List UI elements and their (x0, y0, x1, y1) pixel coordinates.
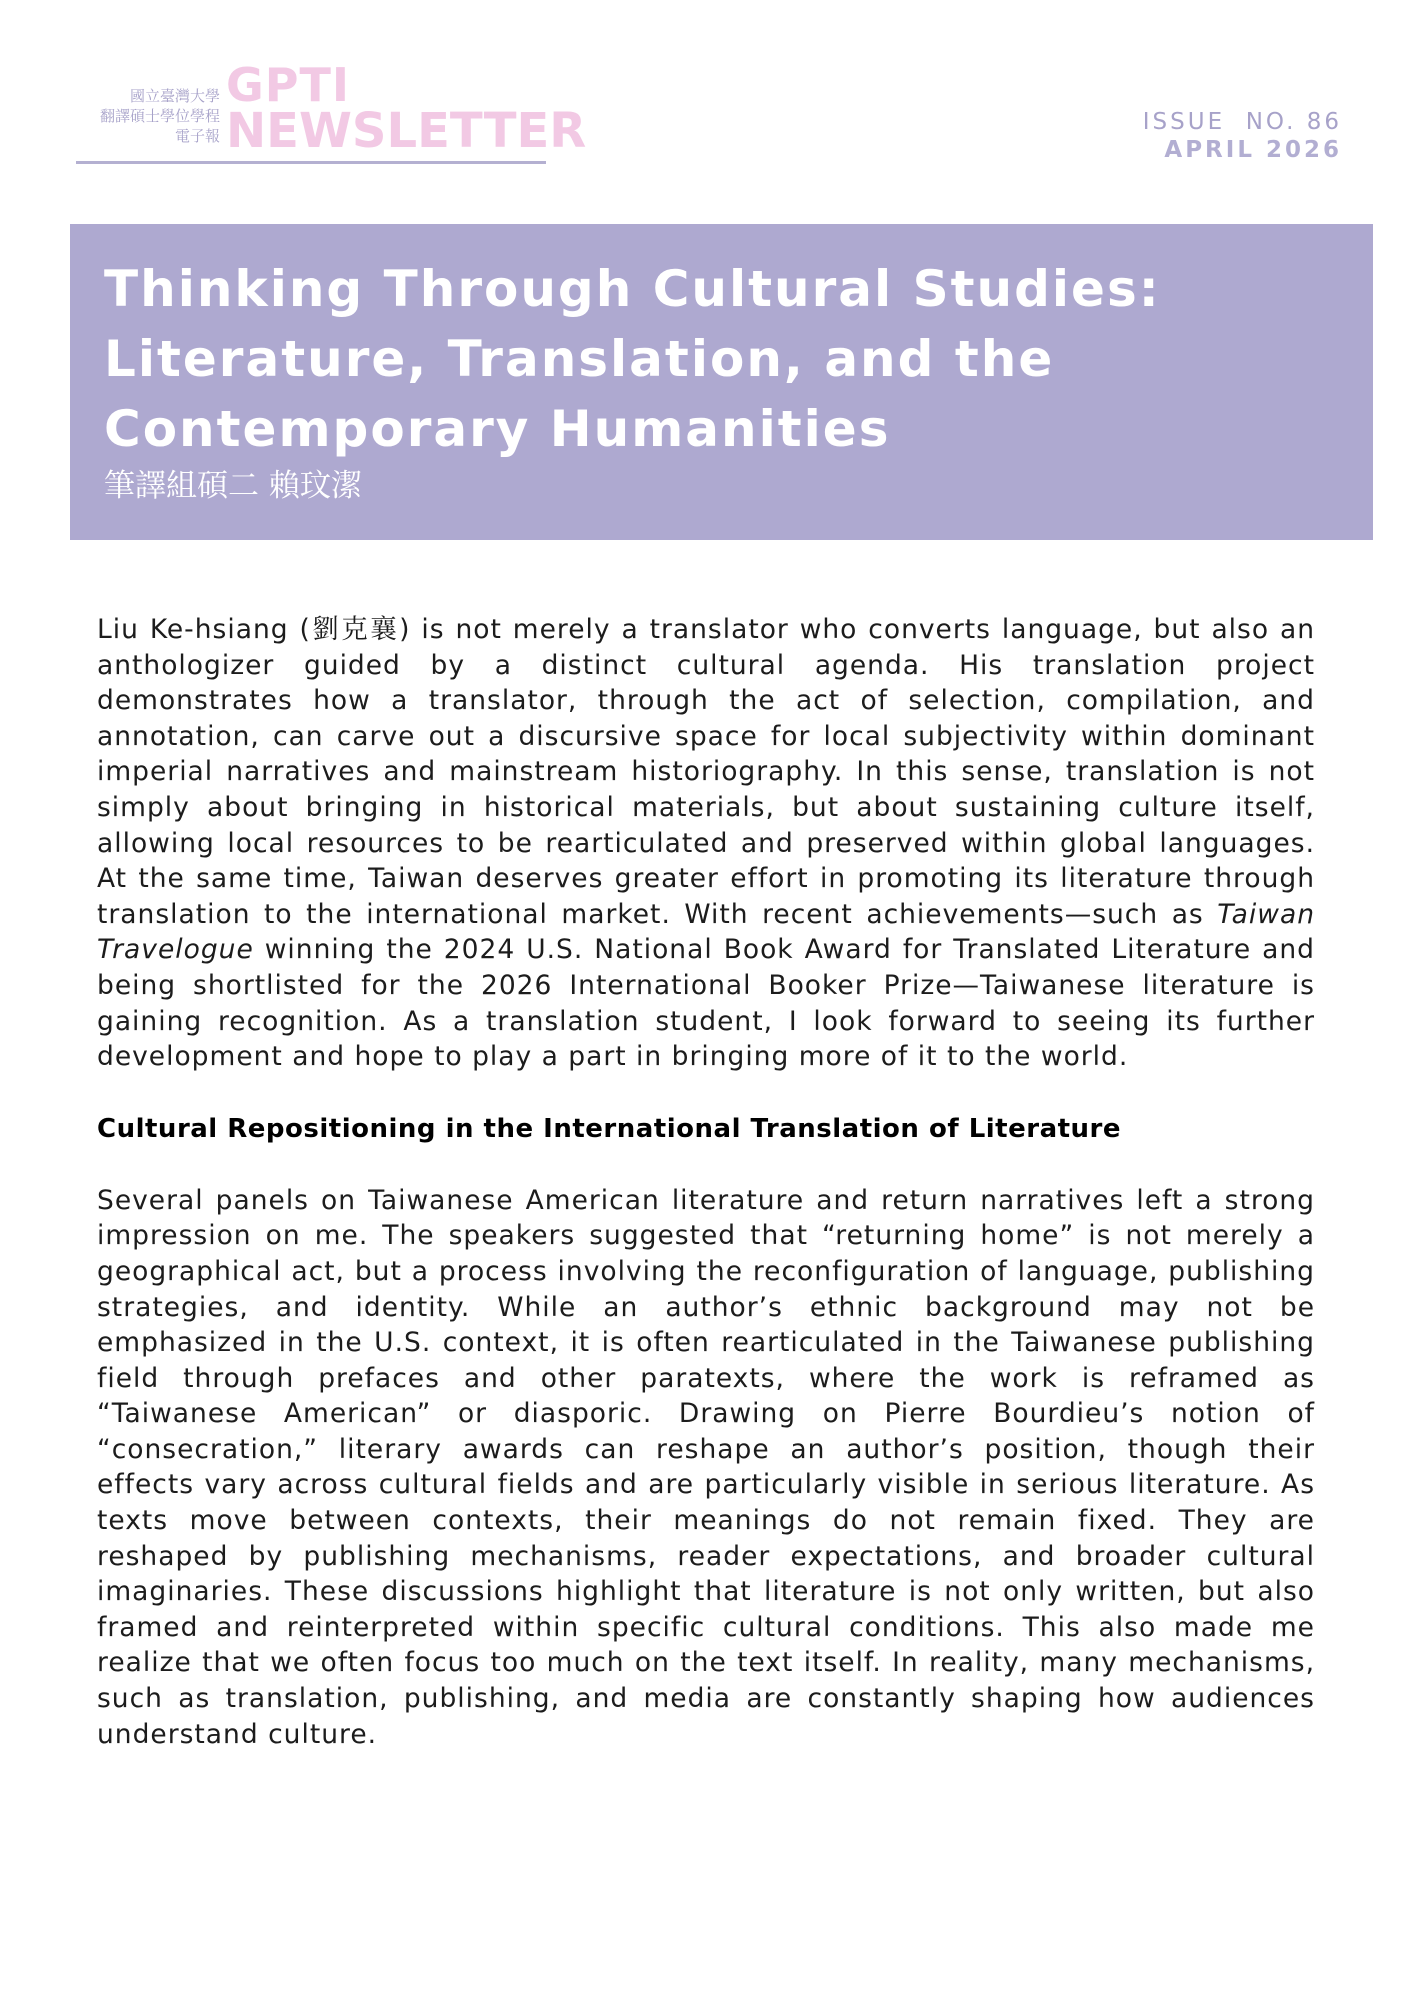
author-byline: 筆譯組碩二 賴玟潔 (104, 468, 362, 504)
logo-newsletter: NEWSLETTER (226, 103, 587, 159)
issue-number: ISSUE NO. 86 (1142, 109, 1342, 135)
book-title: Taiwan Travelogue (97, 898, 1315, 966)
paragraph-1-text-b: winning the 2024 U.S. National Book Award for Translated Literature and being shortlisted for the 2026 International Booker Prize—Taiwanese literature is gaining recognition. As a translation student, I look forward to seeing its further development and hope to play a part in bringing more of it to the world. (97, 934, 1315, 1073)
title-line-3: Contemporary Humanities (104, 400, 891, 458)
article-body (97, 612, 1315, 1752)
issue-info (1143, 108, 1342, 164)
article-title (104, 254, 1304, 464)
institution-line-3: 電子報 (174, 127, 220, 145)
masthead (76, 58, 587, 166)
logo-gpti: GPTI (226, 58, 350, 112)
institution-line-1: 國立臺灣大學 (129, 87, 220, 105)
title-banner (70, 224, 1373, 540)
institution-line-2: 翻譯碩士學位學程 (99, 107, 220, 125)
paragraph-1-text-a: Liu Ke-hsiang (劉克襄) is not merely a translator who converts language, but also an anthologizer guided by a distinct cultural agenda. His translation project demonstrates how a translator, through the act of selection, compilation, and annotation, can carve out a discursive space for local subjectivity within dominant imperial narratives and mainstream historiography. In this sense, translation is not simply about bringing in historical materials, but about sustaining culture itself, allowing local resources to be rearticulated and preserved within global languages. At the same time, Taiwan deserves greater effort in promoting its literature through translation to the international market. With recent achievements—such as (97, 614, 1315, 930)
masthead-divider (76, 161, 546, 164)
issue-date: APRIL 2026 (1164, 137, 1342, 163)
title-line-1: Thinking Through Cultural Studies: (104, 260, 1161, 318)
paragraph-1 (97, 612, 1315, 1075)
institution-name (76, 86, 220, 146)
newsletter-logo (226, 58, 587, 159)
section-heading: Cultural Repositioning in the International Translation of Literature (97, 1113, 1122, 1144)
title-line-2: Literature, Translation, and the (104, 330, 1055, 388)
paragraph-2: Several panels on Taiwanese American literature and return narratives left a strong impression on me. The speakers suggested that “returning home” is not merely a geographical act, but a process involving the reconfiguration of language, publishing strategies, and identity. While an author’s ethnic background may not be emphasized in the U.S. context, it is often rearticulated in the Taiwanese publishing field through prefaces and other paratexts, where the work is reframed as “Taiwanese American” or diasporic. Drawing on Pierre Bourdieu’s notion of “consecration,” literary awards can reshape an author’s position, though their effects vary across cultural fields and are particularly visible in serious literature. As texts move between contexts, their meanings do not remain fixed. They are reshaped by publishing mechanisms, reader expectations, and broader cultural imaginaries. These discussions highlight that literature is not only written, but also framed and reinterpreted within specific cultural conditions. This also made me realize that we often focus too much on the text itself. In reality, many mechanisms, such as translation, publishing, and media are constantly shaping how audiences understand culture. (97, 1184, 1315, 1750)
